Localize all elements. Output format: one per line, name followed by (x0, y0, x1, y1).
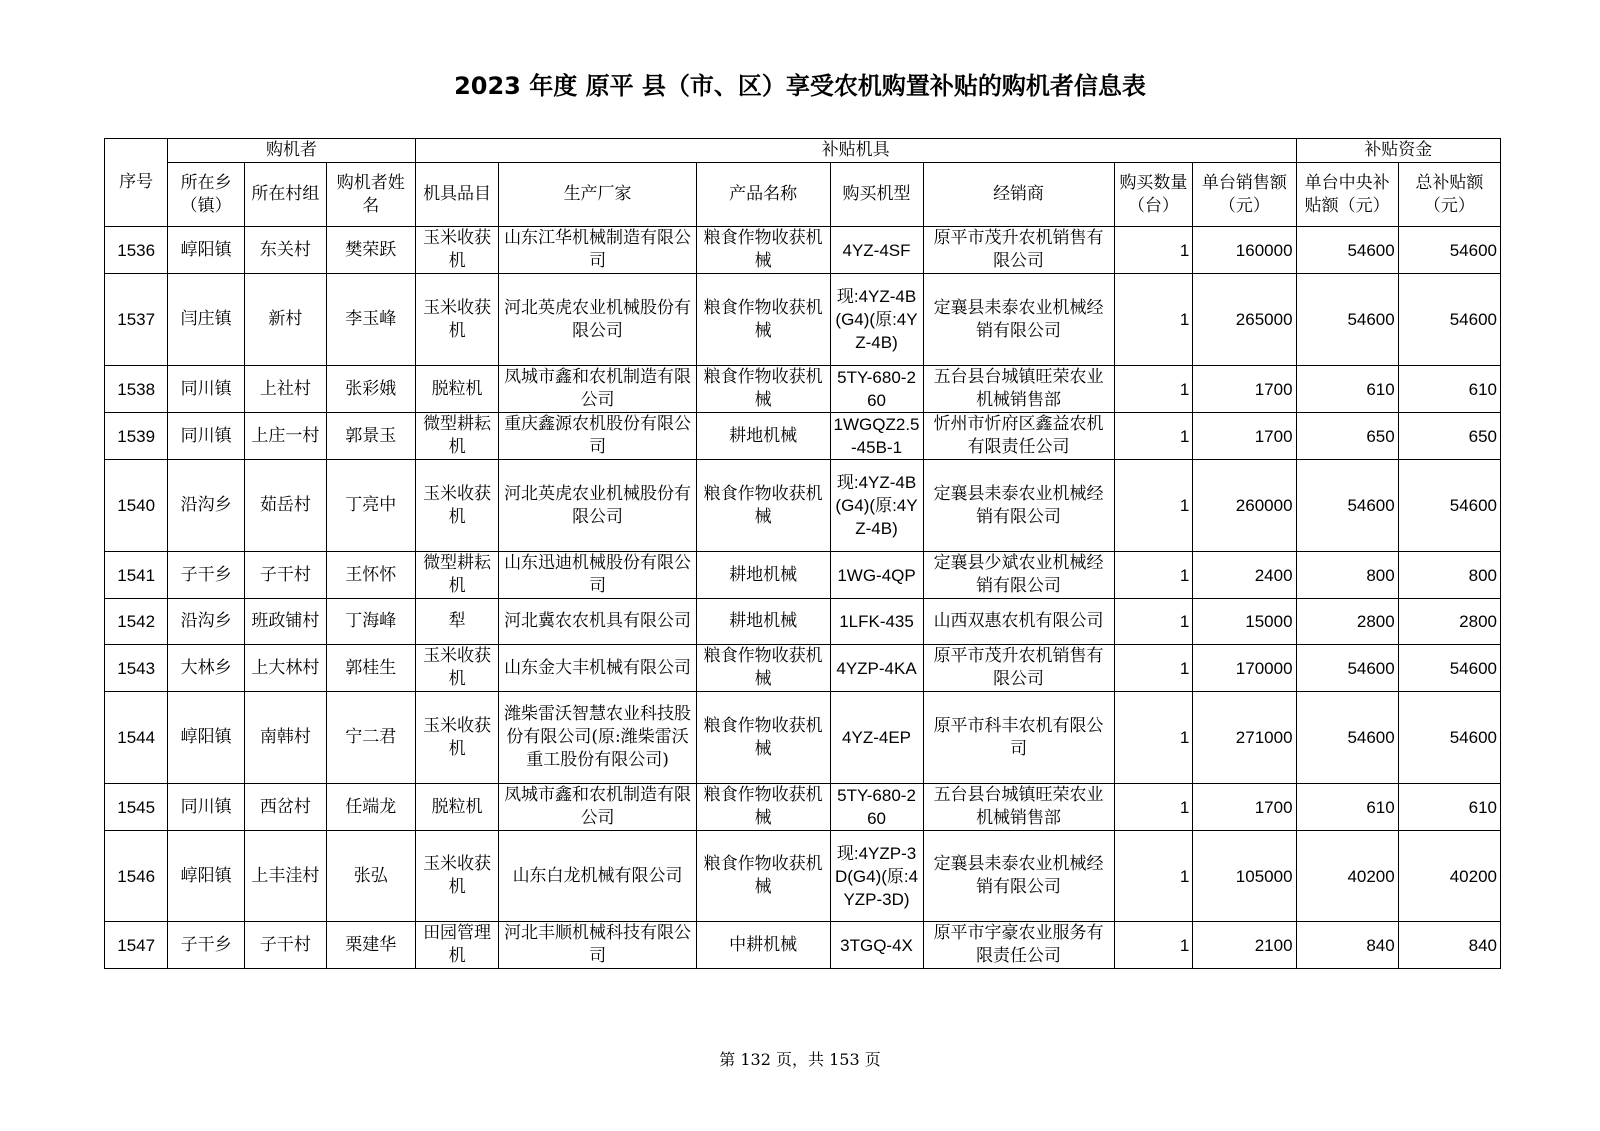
cell-buyer-name: 樊荣跃 (326, 227, 415, 274)
cell-village: 西岔村 (244, 784, 326, 831)
cell-unit-subsidy: 54600 (1296, 645, 1398, 692)
cell-quantity: 1 (1114, 645, 1193, 692)
cell-quantity: 1 (1114, 460, 1193, 552)
cell-quantity: 1 (1114, 831, 1193, 922)
cell-category: 玉米收获机 (415, 460, 499, 552)
cell-seq: 1542 (105, 599, 168, 645)
table-row (105, 692, 1501, 784)
cell-unit-price: 2100 (1193, 922, 1296, 969)
cell-township: 沿沟乡 (168, 460, 245, 552)
cell-manufacturer: 重庆鑫源农机股份有限公司 (499, 413, 696, 460)
cell-buyer-name: 张彩娥 (326, 366, 415, 413)
cell-unit-subsidy: 54600 (1296, 460, 1398, 552)
cell-category: 犁 (415, 599, 499, 645)
cell-unit-price: 271000 (1193, 692, 1296, 784)
cell-unit-price: 1700 (1193, 413, 1296, 460)
cell-quantity: 1 (1114, 413, 1193, 460)
cell-category: 微型耕耘机 (415, 413, 499, 460)
header-village: 所在村组 (244, 163, 326, 227)
cell-village: 子干村 (244, 922, 326, 969)
cell-unit-subsidy: 2800 (1296, 599, 1398, 645)
column-header-row (105, 163, 1501, 227)
cell-unit-subsidy: 650 (1296, 413, 1398, 460)
cell-manufacturer: 河北丰顺机械科技有限公司 (499, 922, 696, 969)
cell-quantity: 1 (1114, 692, 1193, 784)
cell-category: 玉米收获机 (415, 274, 499, 366)
cell-quantity: 1 (1114, 274, 1193, 366)
cell-product-name: 粮食作物收获机械 (696, 645, 830, 692)
cell-dealer: 五台县台城镇旺荣农业机械销售部 (923, 784, 1114, 831)
cell-buyer-name: 李玉峰 (326, 274, 415, 366)
cell-unit-subsidy: 610 (1296, 366, 1398, 413)
cell-unit-price: 265000 (1193, 274, 1296, 366)
cell-category: 玉米收获机 (415, 645, 499, 692)
cell-dealer: 原平市茂升农机销售有限公司 (923, 227, 1114, 274)
cell-buyer-name: 丁亮中 (326, 460, 415, 552)
header-dealer: 经销商 (923, 163, 1114, 227)
cell-category: 玉米收获机 (415, 831, 499, 922)
buyer-info-table (104, 138, 1501, 969)
cell-buyer-name: 丁海峰 (326, 599, 415, 645)
cell-category: 脱粒机 (415, 784, 499, 831)
header-seq: 序号 (105, 139, 168, 227)
cell-dealer: 定襄县耒泰农业机械经销有限公司 (923, 460, 1114, 552)
cell-unit-subsidy: 800 (1296, 552, 1398, 599)
cell-township: 同川镇 (168, 366, 245, 413)
cell-seq: 1543 (105, 645, 168, 692)
cell-total-subsidy: 54600 (1398, 460, 1500, 552)
cell-buyer-name: 栗建华 (326, 922, 415, 969)
cell-category: 微型耕耘机 (415, 552, 499, 599)
cell-quantity: 1 (1114, 922, 1193, 969)
cell-model: 1WG-4QP (830, 552, 923, 599)
table-row (105, 922, 1501, 969)
cell-unit-subsidy: 610 (1296, 784, 1398, 831)
cell-quantity: 1 (1114, 784, 1193, 831)
cell-total-subsidy: 54600 (1398, 645, 1500, 692)
cell-buyer-name: 张弘 (326, 831, 415, 922)
cell-quantity: 1 (1114, 552, 1193, 599)
cell-manufacturer: 山东江华机械制造有限公司 (499, 227, 696, 274)
cell-model: 4YZ-4EP (830, 692, 923, 784)
cell-village: 东关村 (244, 227, 326, 274)
table-row (105, 366, 1501, 413)
table-row (105, 599, 1501, 645)
cell-category: 玉米收获机 (415, 692, 499, 784)
cell-quantity: 1 (1114, 227, 1193, 274)
cell-seq: 1545 (105, 784, 168, 831)
header-unit-price: 单台销售额（元） (1193, 163, 1296, 227)
cell-buyer-name: 任端龙 (326, 784, 415, 831)
cell-seq: 1538 (105, 366, 168, 413)
cell-unit-price: 2400 (1193, 552, 1296, 599)
cell-dealer: 原平市科丰农机有限公司 (923, 692, 1114, 784)
cell-unit-subsidy: 54600 (1296, 274, 1398, 366)
cell-township: 闫庄镇 (168, 274, 245, 366)
cell-dealer: 原平市茂升农机销售有限公司 (923, 645, 1114, 692)
cell-manufacturer: 山东白龙机械有限公司 (499, 831, 696, 922)
cell-seq: 1536 (105, 227, 168, 274)
cell-quantity: 1 (1114, 366, 1193, 413)
cell-buyer-name: 宁二君 (326, 692, 415, 784)
cell-manufacturer: 凤城市鑫和农机制造有限公司 (499, 784, 696, 831)
cell-township: 崞阳镇 (168, 692, 245, 784)
cell-manufacturer: 河北英虎农业机械股份有限公司 (499, 274, 696, 366)
cell-village: 南韩村 (244, 692, 326, 784)
cell-unit-price: 160000 (1193, 227, 1296, 274)
cell-model: 现:4YZ-4B(G4)(原:4YZ-4B) (830, 274, 923, 366)
cell-model: 5TY-680-260 (830, 784, 923, 831)
cell-total-subsidy: 610 (1398, 784, 1500, 831)
cell-township: 大林乡 (168, 645, 245, 692)
cell-village: 上丰洼村 (244, 831, 326, 922)
cell-model: 4YZP-4KA (830, 645, 923, 692)
header-buyer-name: 购机者姓名 (326, 163, 415, 227)
cell-total-subsidy: 800 (1398, 552, 1500, 599)
page-title: 2023 年度 原平 县（市、区）享受农机购置补贴的购机者信息表 (454, 72, 1146, 100)
cell-model: 4YZ-4SF (830, 227, 923, 274)
cell-unit-price: 170000 (1193, 645, 1296, 692)
table-row (105, 552, 1501, 599)
cell-seq: 1541 (105, 552, 168, 599)
page-footer: 第 132 页，共 153 页 (719, 1050, 881, 1069)
cell-total-subsidy: 650 (1398, 413, 1500, 460)
cell-township: 同川镇 (168, 413, 245, 460)
cell-manufacturer: 潍柴雷沃智慧农业科技股份有限公司(原:潍柴雷沃重工股份有限公司) (499, 692, 696, 784)
cell-buyer-name: 郭景玉 (326, 413, 415, 460)
table-row (105, 227, 1501, 274)
cell-seq: 1544 (105, 692, 168, 784)
cell-total-subsidy: 54600 (1398, 274, 1500, 366)
header-quantity: 购买数量（台） (1114, 163, 1193, 227)
cell-manufacturer: 山东金大丰机械有限公司 (499, 645, 696, 692)
cell-village: 班政铺村 (244, 599, 326, 645)
cell-product-name: 中耕机械 (696, 922, 830, 969)
cell-dealer: 五台县台城镇旺荣农业机械销售部 (923, 366, 1114, 413)
cell-category: 田园管理机 (415, 922, 499, 969)
cell-dealer: 定襄县少斌农业机械经销有限公司 (923, 552, 1114, 599)
header-unit-subsidy: 单台中央补贴额（元） (1296, 163, 1398, 227)
cell-township: 沿沟乡 (168, 599, 245, 645)
cell-product-name: 粮食作物收获机械 (696, 460, 830, 552)
group-header-row (105, 139, 1501, 163)
cell-township: 子干乡 (168, 922, 245, 969)
header-category: 机具品目 (415, 163, 499, 227)
cell-dealer: 山西双惠农机有限公司 (923, 599, 1114, 645)
cell-product-name: 耕地机械 (696, 599, 830, 645)
cell-manufacturer: 河北冀农农机具有限公司 (499, 599, 696, 645)
cell-manufacturer: 山东迅迪机械股份有限公司 (499, 552, 696, 599)
cell-product-name: 粮食作物收获机械 (696, 227, 830, 274)
cell-model: 1LFK-435 (830, 599, 923, 645)
cell-product-name: 粮食作物收获机械 (696, 366, 830, 413)
cell-buyer-name: 王怀怀 (326, 552, 415, 599)
cell-seq: 1540 (105, 460, 168, 552)
cell-township: 子干乡 (168, 552, 245, 599)
cell-product-name: 耕地机械 (696, 413, 830, 460)
cell-model: 1WGQZ2.5-45B-1 (830, 413, 923, 460)
cell-village: 上社村 (244, 366, 326, 413)
cell-total-subsidy: 54600 (1398, 227, 1500, 274)
cell-product-name: 粮食作物收获机械 (696, 692, 830, 784)
header-product-name: 产品名称 (696, 163, 830, 227)
cell-model: 现:4YZ-4B(G4)(原:4YZ-4B) (830, 460, 923, 552)
table-row (105, 460, 1501, 552)
cell-total-subsidy: 54600 (1398, 692, 1500, 784)
cell-village: 茹岳村 (244, 460, 326, 552)
cell-total-subsidy: 40200 (1398, 831, 1500, 922)
cell-buyer-name: 郭桂生 (326, 645, 415, 692)
cell-unit-subsidy: 840 (1296, 922, 1398, 969)
cell-unit-subsidy: 40200 (1296, 831, 1398, 922)
table-row (105, 645, 1501, 692)
header-total-subsidy: 总补贴额（元） (1398, 163, 1500, 227)
cell-seq: 1539 (105, 413, 168, 460)
cell-product-name: 粮食作物收获机械 (696, 784, 830, 831)
table-row (105, 784, 1501, 831)
cell-unit-price: 15000 (1193, 599, 1296, 645)
cell-township: 崞阳镇 (168, 227, 245, 274)
cell-product-name: 耕地机械 (696, 552, 830, 599)
cell-dealer: 定襄县耒泰农业机械经销有限公司 (923, 274, 1114, 366)
cell-quantity: 1 (1114, 599, 1193, 645)
cell-manufacturer: 河北英虎农业机械股份有限公司 (499, 460, 696, 552)
cell-unit-subsidy: 54600 (1296, 227, 1398, 274)
cell-unit-price: 260000 (1193, 460, 1296, 552)
cell-unit-price: 105000 (1193, 831, 1296, 922)
header-manufacturer: 生产厂家 (499, 163, 696, 227)
cell-manufacturer: 凤城市鑫和农机制造有限公司 (499, 366, 696, 413)
cell-product-name: 粮食作物收获机械 (696, 831, 830, 922)
cell-model: 现:4YZP-3D(G4)(原:4YZP-3D) (830, 831, 923, 922)
cell-seq: 1537 (105, 274, 168, 366)
group-funds: 补贴资金 (1296, 139, 1500, 163)
cell-seq: 1546 (105, 831, 168, 922)
cell-model: 3TGQ-4X (830, 922, 923, 969)
cell-category: 玉米收获机 (415, 227, 499, 274)
header-model: 购买机型 (830, 163, 923, 227)
cell-total-subsidy: 840 (1398, 922, 1500, 969)
cell-seq: 1547 (105, 922, 168, 969)
table-row (105, 274, 1501, 366)
cell-dealer: 原平市宇豪农业服务有限责任公司 (923, 922, 1114, 969)
cell-model: 5TY-680-260 (830, 366, 923, 413)
cell-village: 上庄一村 (244, 413, 326, 460)
table-row (105, 413, 1501, 460)
table-row (105, 831, 1501, 922)
cell-unit-price: 1700 (1193, 784, 1296, 831)
header-township: 所在乡（镇） (168, 163, 245, 227)
cell-total-subsidy: 610 (1398, 366, 1500, 413)
cell-dealer: 定襄县耒泰农业机械经销有限公司 (923, 831, 1114, 922)
cell-unit-subsidy: 54600 (1296, 692, 1398, 784)
cell-total-subsidy: 2800 (1398, 599, 1500, 645)
cell-village: 子干村 (244, 552, 326, 599)
cell-village: 新村 (244, 274, 326, 366)
group-machine: 补贴机具 (415, 139, 1296, 163)
cell-dealer: 忻州市忻府区鑫益农机有限责任公司 (923, 413, 1114, 460)
group-buyer: 购机者 (168, 139, 415, 163)
table-body (105, 227, 1501, 969)
cell-village: 上大林村 (244, 645, 326, 692)
cell-product-name: 粮食作物收获机械 (696, 274, 830, 366)
cell-category: 脱粒机 (415, 366, 499, 413)
cell-unit-price: 1700 (1193, 366, 1296, 413)
cell-township: 同川镇 (168, 784, 245, 831)
cell-township: 崞阳镇 (168, 831, 245, 922)
